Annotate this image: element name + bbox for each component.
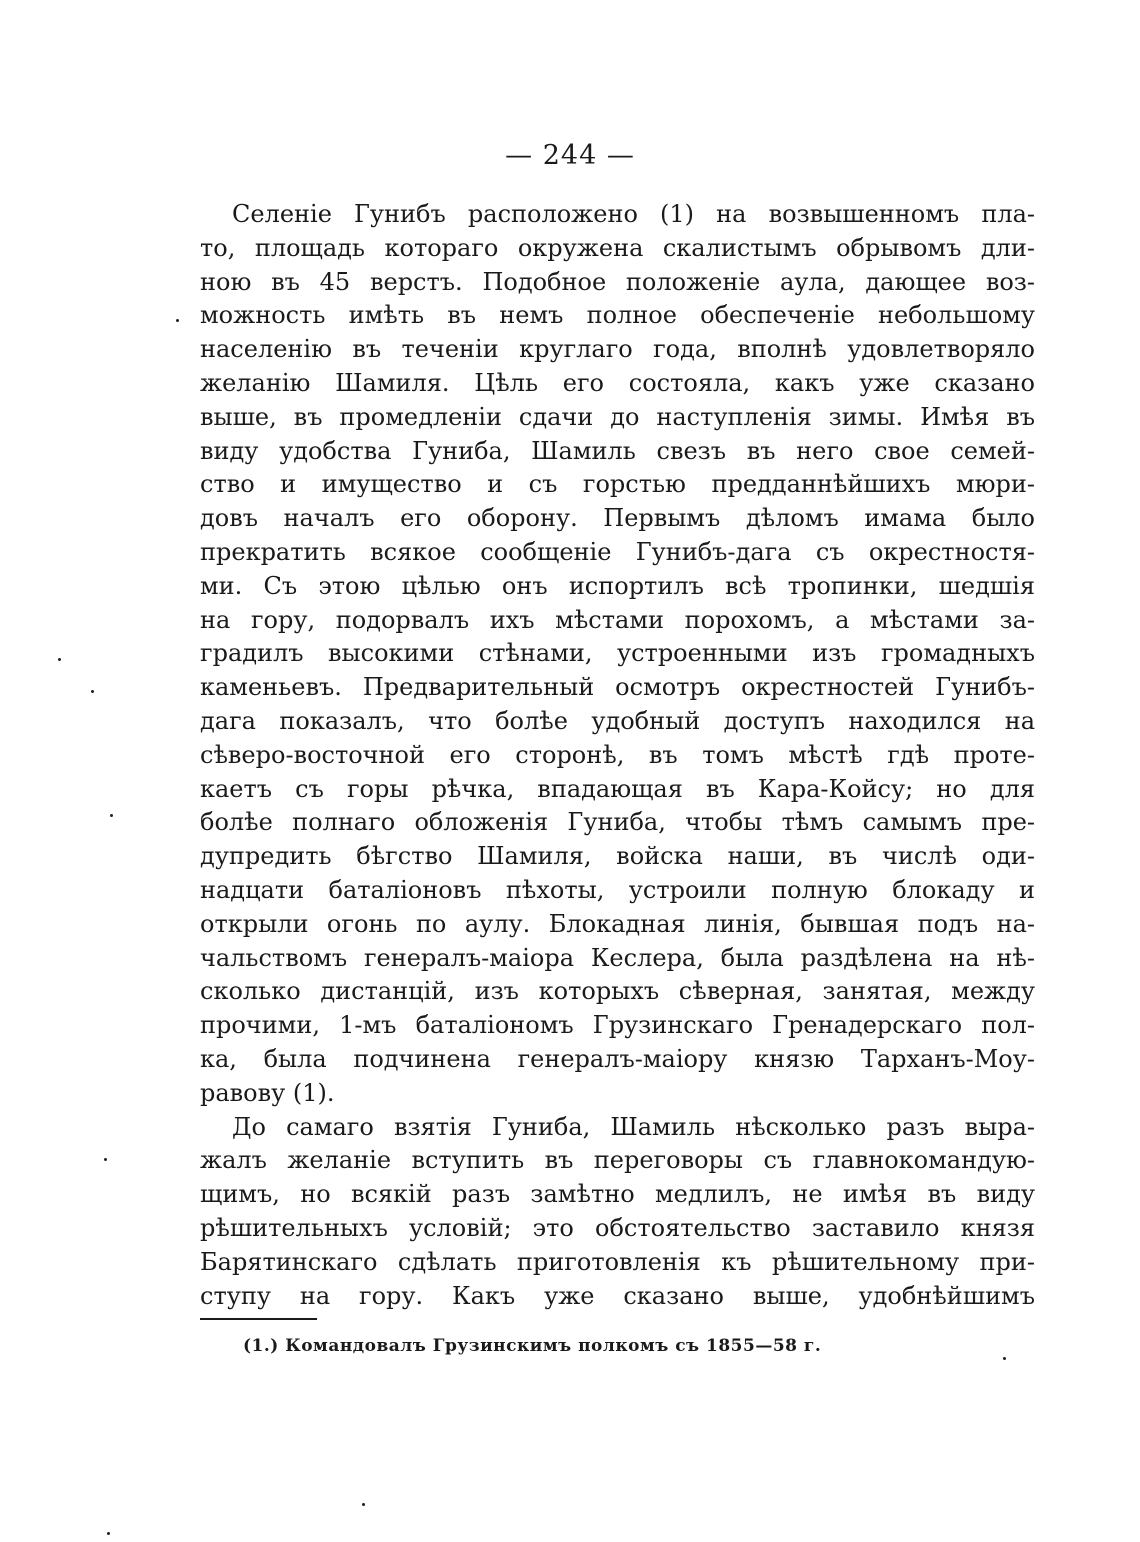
text-line: ною въ 45 верстъ. Подобное положеніе аула, дающее воз- bbox=[200, 267, 1035, 296]
page-number: — 244 — bbox=[505, 140, 635, 171]
text-line: дага показалъ, что болѣе удобный доступъ находился на bbox=[200, 706, 1035, 735]
text-line: сколько дистанцій, изъ которыхъ сѣверная, занятая, между bbox=[200, 977, 1035, 1006]
text-line: прекратить всякое сообщеніе Гунибъ-дага съ окрестностя- bbox=[200, 537, 1035, 566]
text-line: равову (1). bbox=[200, 1078, 335, 1107]
scan-speck bbox=[1003, 1357, 1006, 1360]
paragraph-2 bbox=[200, 1111, 1035, 1314]
text-line: ми. Съ этою цѣлью онъ испортилъ всѣ тропинки, шедшія bbox=[200, 571, 1035, 600]
scan-speck bbox=[176, 319, 179, 322]
scan-speck bbox=[110, 814, 113, 817]
text-line: сѣверо-восточной его сторонѣ, въ томъ мѣстѣ гдѣ проте- bbox=[200, 740, 1035, 769]
text-line: каменьевъ. Предварительный осмотръ окрестностей Гунибъ- bbox=[200, 673, 1035, 702]
text-line: надцати баталіоновъ пѣхоты, устроили полную блокаду и bbox=[200, 875, 1035, 904]
text-line: Барятинскаго сдѣлать приготовленія къ рѣшительному при- bbox=[200, 1247, 1035, 1276]
scan-speck bbox=[104, 1158, 107, 1161]
text-line: прочими, 1-мъ баталіономъ Грузинскаго Гренадерскаго пол- bbox=[200, 1011, 1035, 1040]
footnote: (1.) Командовалъ Грузинскимъ полкомъ съ 1855—58 г. bbox=[243, 1336, 822, 1356]
text-line: то, площадь котораго окружена скалистымъ обрывомъ дли- bbox=[200, 233, 1035, 262]
text-line: ка, была подчинена генералъ-маіору князю Тарханъ-Моу- bbox=[200, 1044, 1035, 1073]
text-line: жалъ желаніе вступить въ переговоры съ главнокомандую- bbox=[200, 1146, 1035, 1175]
text-line: выше, въ промедленіи сдачи до наступленія зимы. Имѣя въ bbox=[200, 402, 1035, 431]
paragraph-1 bbox=[200, 198, 1035, 1111]
scan-speck bbox=[58, 658, 61, 661]
text-line: болѣе полнаго обложенія Гуниба, чтобы тѣмъ самымъ пре- bbox=[200, 808, 1035, 837]
footnote-divider bbox=[200, 1318, 317, 1320]
text-line: ство и имущество и съ горстью предданнѣйшихъ мюри- bbox=[200, 470, 1035, 499]
text-line: желанію Шамиля. Цѣль его состояла, какъ уже сказано bbox=[200, 368, 1035, 397]
body-text bbox=[200, 198, 1035, 1313]
text-line: рѣшительныхъ условій; это обстоятельство заставило князя bbox=[200, 1213, 1035, 1242]
text-line: довъ началъ его оборону. Первымъ дѣломъ имама было bbox=[200, 504, 1035, 533]
text-line: на гору, подорвалъ ихъ мѣстами порохомъ, а мѣстами за- bbox=[200, 605, 1035, 634]
text-line: чальствомъ генералъ-маіора Кеслера, была раздѣлена на нѣ- bbox=[200, 943, 1035, 972]
text-line: ступу на гору. Какъ уже сказано выше, удобнѣйшимъ bbox=[200, 1281, 1035, 1310]
text-line: До самаго взятія Гуниба, Шамиль нѣсколько разъ выра- bbox=[232, 1112, 1035, 1141]
text-line: щимъ, но всякій разъ замѣтно медлилъ, не имѣя въ виду bbox=[200, 1180, 1035, 1209]
text-line: виду удобства Гуниба, Шамиль свезъ въ него свое семей- bbox=[200, 436, 1035, 465]
text-line: населенію въ теченіи круглаго года, вполнѣ удовлетворяло bbox=[200, 335, 1035, 364]
text-line: открыли огонь по аулу. Блокадная линія, бывшая подъ на- bbox=[200, 909, 1035, 938]
text-line: каетъ съ горы рѣчка, впадающая въ Кара-Койсу; но для bbox=[200, 774, 1035, 803]
scan-speck bbox=[107, 1532, 110, 1535]
text-line: можность имѣть въ немъ полное обеспеченіе небольшому bbox=[200, 301, 1035, 330]
text-line: дупредить бѣгство Шамиля, войска наши, въ числѣ оди- bbox=[200, 842, 1035, 871]
scan-speck bbox=[362, 1503, 365, 1506]
text-line: градилъ высокими стѣнами, устроенными изъ громадныхъ bbox=[200, 639, 1035, 668]
text-line: Селеніе Гунибъ расположено (1) на возвышенномъ пла- bbox=[232, 200, 1035, 228]
scan-speck bbox=[91, 690, 94, 693]
